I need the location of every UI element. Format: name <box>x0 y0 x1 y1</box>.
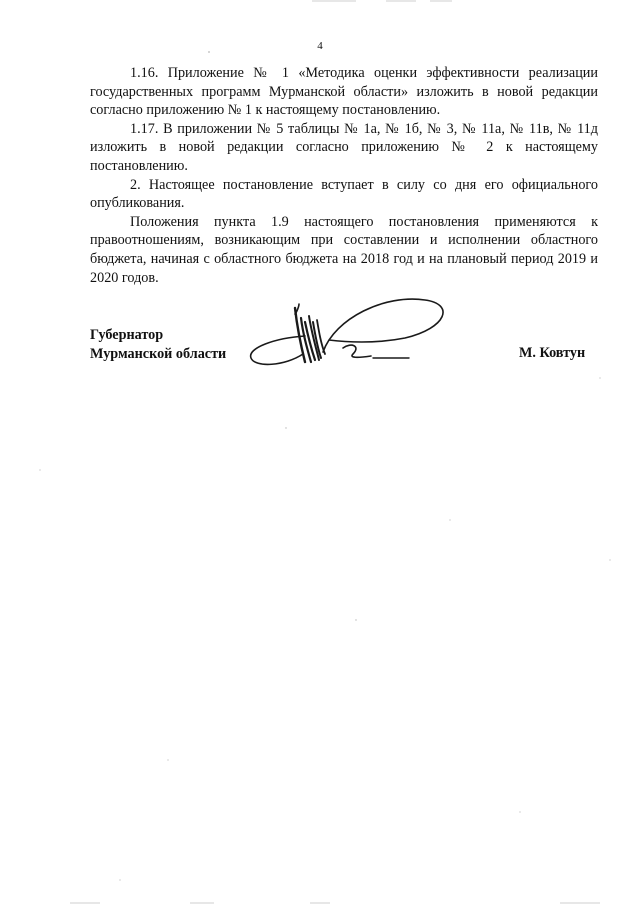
signatory-title-line-2: Мурманской области <box>90 345 227 362</box>
page-number: 4 <box>317 40 323 52</box>
handwritten-signature <box>245 296 455 376</box>
signatory-title-line-1: Губернатор <box>90 327 164 343</box>
paragraph-provisions: Положения пункта 1.9 настоящего постановления применяются к правоотношениям, возникающим при составлении и исполнении областного бюджета, начиная с областного бюджета на 2018 год и на плановый период 2019 и 2020 годов. <box>90 213 598 286</box>
body-text <box>90 64 598 287</box>
paragraph-2: 2. Настоящее постановление вступает в силу со дня его официального опубликования. <box>90 176 598 212</box>
signatory-title <box>90 326 226 363</box>
paragraph-1-17: 1.17. В приложении № 5 таблицы № 1а, № 1б, № 3, № 11а, № 11в, № 11д изложить в новой редакции согласно приложению № 2 к настоящему постановлению. <box>90 120 598 174</box>
paragraph-1-16: 1.16. Приложение № 1 «Методика оценки эффективности реализации государственных программ Мурманской области» изложить в новой редакции согласно приложению № 1 к настоящему постановлению. <box>90 65 598 119</box>
signatory-name: М. Ковтун <box>519 345 586 361</box>
